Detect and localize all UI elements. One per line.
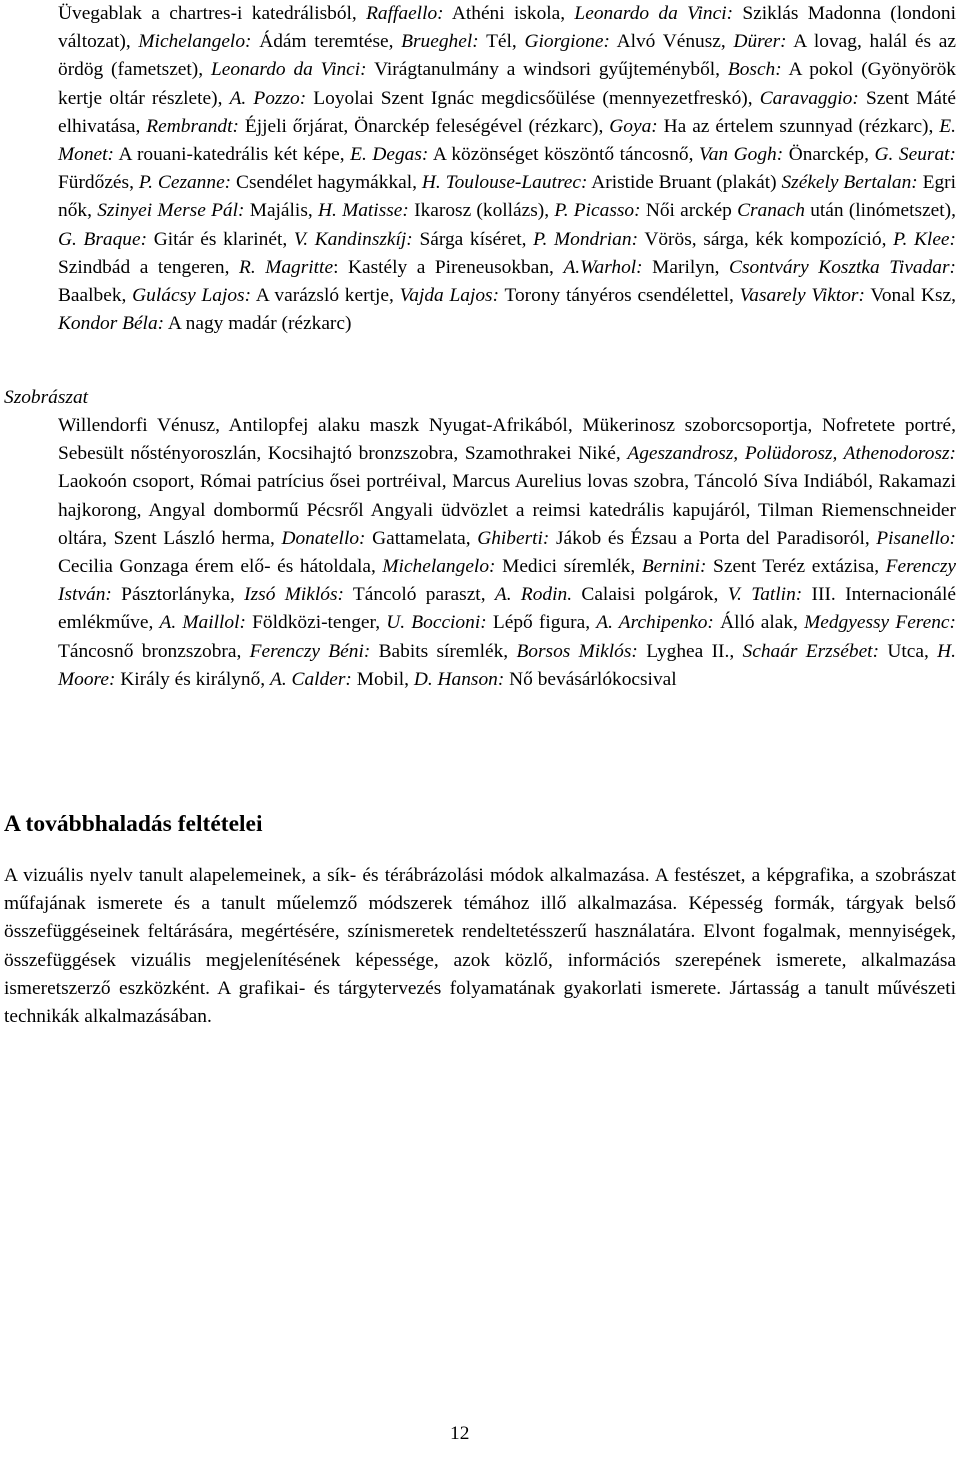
work-title-text: Cecilia Gonzaga érem elő- és hátoldala, bbox=[58, 556, 383, 578]
author-name: Giorgione: bbox=[524, 31, 610, 53]
work-title-text: Loyolai Szent Ignác megdicsőülése (mennyezetfreskó), bbox=[306, 87, 760, 109]
author-name: Brueghel: bbox=[401, 31, 479, 53]
author-name: G. Seurat: bbox=[874, 144, 956, 166]
work-title-text: A nagy madár (rézkarc) bbox=[164, 313, 352, 335]
work-title-text: Táncosnő bronzszobra, bbox=[58, 640, 250, 662]
work-title-text: A rouani-katedrális két képe, bbox=[114, 144, 351, 166]
author-name: E. Monet: bbox=[58, 115, 956, 166]
author-name: Kondor Béla: bbox=[58, 313, 165, 335]
author-name: Vasarely Viktor: bbox=[739, 285, 865, 307]
work-title-text: Önarckép, bbox=[783, 144, 875, 166]
author-name: Bosch: bbox=[727, 59, 782, 81]
author-name: Székely Bertalan: bbox=[781, 172, 918, 194]
work-title-text: Nő bevásárlókocsival bbox=[504, 668, 677, 690]
work-title-text: Aristide Bruant (plakát) bbox=[587, 172, 782, 194]
author-name: A.Warhol: bbox=[563, 256, 643, 278]
author-name: Izsó Miklós: bbox=[244, 584, 344, 606]
author-name: Schaár Erzsébet: bbox=[742, 640, 880, 662]
requirements-paragraph: A vizuális nyelv tanult alapelemeinek, a sík- és térábrázolási módok alkalmazása. A festészet, a képgrafika, a szobrászat műfajának ismerete és a tanult műelemző módszerek témához illő alkalmazása. Képesség formák, tárgyak belső összefüggéseinek feltárására, megértésére, színismeretek rendeltetésszerű használatára. Elvont fogalmak, mennyiségek, összefüggések vizuális megjelenítésének képessége, azok közlő, információs szerepének ismerete, alkalmazása ismeretszerző eszközként. A grafikai- és tárgytervezés folyamatának gyakorlati ismerete. Jártasság a tanult művészeti technikák alkalmazásában. bbox=[4, 865, 956, 1028]
work-title-text: Calaisi polgárok, bbox=[572, 584, 728, 606]
work-title-text: A varázsló kertje, bbox=[251, 285, 400, 307]
work-title-text: Lyghea II., bbox=[637, 640, 743, 662]
sculpture-list bbox=[58, 412, 956, 694]
author-name: Csontváry Kosztka Tivadar: bbox=[729, 256, 957, 278]
work-title-text: Földközi-tenger, bbox=[245, 612, 387, 634]
work-title-text: Mobil, bbox=[351, 668, 414, 690]
author-name: Michelangelo: bbox=[138, 31, 252, 53]
work-title-text: után (linómetszet), bbox=[804, 200, 956, 222]
author-name: Ferenczy Béni: bbox=[249, 640, 371, 662]
author-name: Ageszandrosz, Polüdorosz, Athenodorosz: bbox=[627, 443, 956, 465]
work-title-text: Ádám teremtése, bbox=[251, 31, 402, 53]
work-title-text: Marilyn, bbox=[642, 256, 730, 278]
author-name: Borsos Miklós: bbox=[516, 640, 638, 662]
work-title-text: Női arckép bbox=[640, 200, 738, 222]
work-title-text: Ikarosz (kollázs), bbox=[408, 200, 555, 222]
author-name: Szinyei Merse Pál: bbox=[97, 200, 245, 222]
author-name: P. Cezanne: bbox=[138, 172, 232, 194]
author-name: Bernini: bbox=[641, 556, 707, 578]
work-title-text: Vörös, sárga, kék kompozíció, bbox=[638, 228, 894, 250]
painting-list bbox=[58, 0, 956, 338]
work-title-text: Athéni iskola, bbox=[443, 3, 575, 24]
work-title-text: III. Internacionálé emlékműve, bbox=[58, 584, 956, 634]
author-name: Leonardo da Vinci: bbox=[574, 3, 734, 24]
work-title-text: Sziklás Madonna (londoni változat), bbox=[58, 3, 956, 53]
work-title-text: Sárga kíséret, bbox=[412, 228, 534, 250]
work-title-text: Éjjeli őrjárat, Önarckép feleségével (rézkarc), bbox=[238, 115, 610, 137]
author-name: Vajda Lajos: bbox=[399, 285, 500, 307]
author-name: D. Hanson: bbox=[413, 668, 505, 690]
work-title-text: Király és királynő, bbox=[115, 668, 270, 690]
work-title-text: Virágtanulmány a windsori gyűjteményből, bbox=[366, 59, 728, 81]
work-title-text: Csendélet hagymákkal, bbox=[231, 172, 422, 194]
author-name: Donatello: bbox=[281, 527, 366, 549]
author-name: A. Pozzo: bbox=[229, 87, 307, 109]
author-name: E. Degas: bbox=[350, 144, 429, 166]
author-name: Michelangelo: bbox=[382, 556, 496, 578]
author-name: Medgyessy Ferenc: bbox=[804, 612, 956, 634]
section-heading: A továbbhaladás feltételei bbox=[4, 811, 263, 837]
work-title-text: Szindbád a tengeren, bbox=[58, 256, 239, 278]
author-name: Van Gogh: bbox=[699, 144, 784, 166]
work-title-text: Szent Teréz extázisa, bbox=[706, 556, 886, 578]
author-name: U. Boccioni: bbox=[386, 612, 487, 634]
author-name: P. Mondrian: bbox=[533, 228, 639, 250]
author-name: Ferenczy István: bbox=[58, 556, 956, 606]
work-title-text: Ha az értelem szunnyad (rézkarc), bbox=[657, 115, 940, 137]
page-number: 12 bbox=[450, 1423, 470, 1444]
author-name: A. Archipenko: bbox=[596, 612, 714, 634]
author-name: V. Tatlin: bbox=[727, 584, 803, 606]
author-name: P. Picasso: bbox=[554, 200, 641, 222]
author-name: Caravaggio: bbox=[759, 87, 859, 109]
work-title-text: : Kastély a Pireneusokban, bbox=[333, 256, 564, 278]
author-name: H. Matisse: bbox=[317, 200, 409, 222]
author-name: Leonardo da Vinci: bbox=[210, 59, 367, 81]
work-title-text: Táncoló paraszt, bbox=[343, 584, 495, 606]
work-title-text: Gitár és klarinét, bbox=[147, 228, 294, 250]
work-title-text: Medici síremlék, bbox=[495, 556, 642, 578]
work-title-text: Gattamelata, bbox=[365, 527, 478, 549]
work-title-text: Baalbek, bbox=[58, 285, 133, 307]
work-title-text: Jákob és Ézsau a Porta del Paradisoról, bbox=[549, 527, 877, 549]
author-name: R. Magritte bbox=[238, 256, 334, 278]
work-title-text: Egri nők, bbox=[58, 172, 957, 222]
sculpture-heading: Szobrászat bbox=[4, 387, 89, 408]
author-name: A. Maillol: bbox=[159, 612, 246, 634]
work-title-text: Vonal Ksz, bbox=[864, 285, 956, 307]
author-name: G. Braque: bbox=[58, 228, 148, 250]
work-title-text: Üvegablak a chartres-i katedrálisból, bbox=[58, 3, 367, 24]
author-name: P. Klee: bbox=[893, 228, 956, 250]
work-title-text: A pokol (Gyönyörök kertje oltár részlete), bbox=[58, 59, 957, 109]
work-title-text: A lovag, halál és az ördög (fametszet), bbox=[58, 31, 957, 81]
author-name: A. Rodin. bbox=[494, 584, 573, 606]
author-name: H. Toulouse-Lautrec: bbox=[421, 172, 588, 194]
work-title-text: Fürdőzés, bbox=[58, 172, 139, 194]
author-name: Dürer: bbox=[733, 31, 787, 53]
work-title-text: A közönséget köszöntő táncosnő, bbox=[428, 144, 699, 166]
work-title-text: Babits síremlék, bbox=[370, 640, 517, 662]
author-name: Raffaello: bbox=[366, 3, 444, 24]
work-title-text: Szent Máté elhivatása, bbox=[58, 87, 956, 137]
work-title-text: Willendorfi Vénusz, Antilopfej alaku maszk Nyugat-Afrikából, Mükerinosz szoborcsoportja, Nofretete portré, Sebesült nőstényoroszlán, Kocsihajtó bronzszobra, Szamothrakei Niké, bbox=[58, 415, 956, 465]
author-name: Pisanello: bbox=[876, 527, 956, 549]
work-title-text: Laokoón csoport, Római patrícius ősei portréival, Marcus Aurelius lovas szobra, Táncoló Síva Indiából, Rakamazi hajkorong, Angyal dombormű Pécsről Angyali üdvözlet a reimsi katedrális kapujáról, Tilman Riemenschneider oltára, Szent László herma, bbox=[58, 471, 956, 549]
work-title-text: Pásztorlányka, bbox=[111, 584, 245, 606]
author-name: Ghiberti: bbox=[477, 527, 550, 549]
work-title-text: Utca, bbox=[879, 640, 938, 662]
author-name: Cranach bbox=[737, 200, 805, 222]
author-name: A. Calder: bbox=[270, 668, 352, 690]
work-title-text: Tél, bbox=[478, 31, 525, 53]
author-name: Goya: bbox=[609, 115, 658, 137]
author-name: Gulácsy Lajos: bbox=[132, 285, 252, 307]
work-title-text: Álló alak, bbox=[713, 612, 805, 634]
author-name: H. Moore: bbox=[58, 640, 956, 690]
work-title-text: Lépő figura, bbox=[486, 612, 597, 634]
work-title-text: Majális, bbox=[244, 200, 318, 222]
work-title-text: Alvó Vénusz, bbox=[609, 31, 734, 53]
work-title-text: Torony tányéros csendélettel, bbox=[499, 285, 740, 307]
author-name: V. Kandinszkíj: bbox=[293, 228, 413, 250]
author-name: Rembrandt: bbox=[146, 115, 239, 137]
